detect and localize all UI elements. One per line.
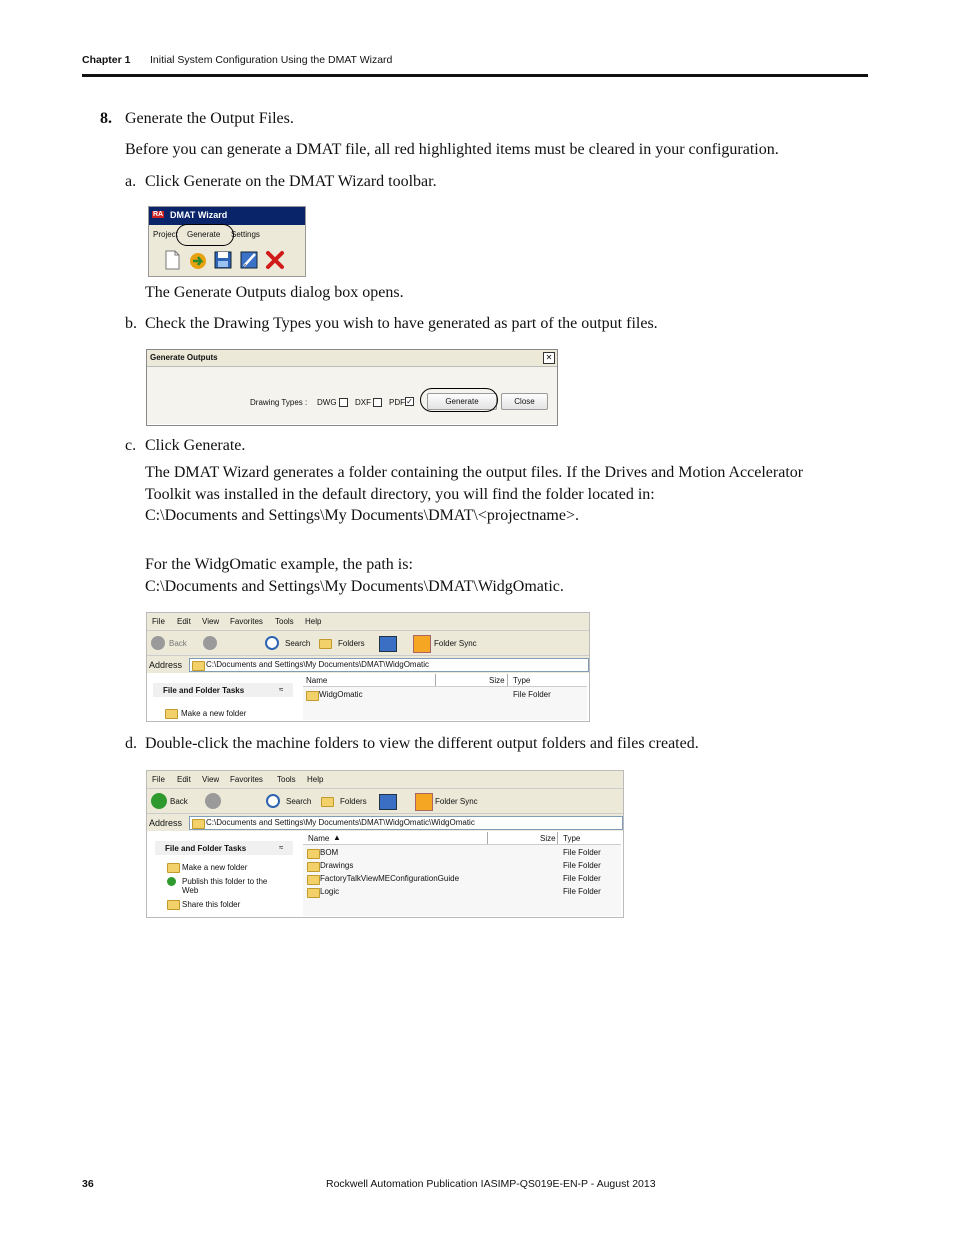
sub-b-text: Check the Drawing Types you wish to have generated as part of the output files.	[145, 315, 658, 332]
search-icon[interactable]	[266, 794, 280, 808]
save-icon[interactable]	[212, 249, 234, 271]
table-row[interactable]	[303, 873, 621, 885]
explorer-window-2	[146, 770, 624, 918]
row-type: File Folder	[563, 861, 601, 870]
menu-edit[interactable]: Edit	[177, 775, 191, 784]
task-share-folder[interactable]: Share this folder	[182, 900, 241, 909]
forward-arrow-icon[interactable]	[205, 793, 221, 809]
step-title: Generate the Output Files.	[125, 110, 294, 127]
task-make-new-folder[interactable]: Make a new folder	[182, 863, 248, 872]
menu-file[interactable]: File	[152, 775, 165, 784]
option-pdf-checkbox[interactable]: ✓	[406, 397, 413, 406]
generate-button[interactable]: Generate	[427, 393, 497, 410]
back-button[interactable]: Back	[170, 797, 188, 806]
menu-edit[interactable]: Edit	[177, 617, 191, 626]
menu-favorites[interactable]: Favorites	[230, 617, 263, 626]
row-type: File Folder	[563, 874, 601, 883]
generate-outputs-dialog	[146, 349, 558, 426]
folder-sync-button[interactable]: Folder Sync	[435, 797, 478, 806]
menu-help[interactable]: Help	[305, 617, 322, 626]
page-number: 36	[82, 1178, 94, 1190]
row-type: File Folder	[563, 848, 601, 857]
column-size[interactable]: Size	[540, 834, 556, 843]
task-publish-web[interactable]: Publish this folder to the Web	[182, 877, 268, 895]
row-name: Drawings	[320, 861, 354, 870]
address-label: Address	[149, 818, 183, 828]
sort-up-icon: ▲	[333, 833, 341, 842]
column-name[interactable]: Name	[308, 834, 330, 843]
explorer1-taskpane	[153, 683, 293, 720]
menu-generate[interactable]: Generate	[187, 230, 221, 239]
sub-a-text: Click Generate on the DMAT Wizard toolbar.	[145, 173, 437, 190]
task-make-new-folder[interactable]: Make a new folder	[181, 709, 247, 718]
tasks-header[interactable]	[155, 841, 293, 855]
menu-file[interactable]: File	[152, 617, 165, 626]
header-rule	[82, 74, 868, 77]
table-row[interactable]	[303, 847, 621, 859]
address-field[interactable]	[189, 658, 589, 672]
column-type[interactable]: Type	[563, 834, 581, 843]
row-name: WidgOmatic	[319, 690, 363, 699]
explorer2-filelist	[303, 832, 621, 916]
menu-project[interactable]: Project	[153, 230, 178, 239]
folder-icon	[307, 875, 320, 885]
generate-highlight-oval	[176, 224, 234, 246]
sub-c-para2-line1: For the WidgOmatic example, the path is:	[145, 556, 413, 573]
sub-c-para1-line3: C:\Documents and Settings\My Documents\DMAT\<projectname>.	[145, 507, 579, 524]
explorer2-menubar	[147, 771, 623, 789]
menu-view[interactable]: View	[202, 775, 220, 784]
back-button[interactable]: Back	[169, 639, 187, 648]
folders-icon[interactable]	[319, 639, 332, 649]
folder-icon	[307, 849, 320, 859]
sub-c-para1-line2: Toolkit was installed in the default directory, you will find the folder located in:	[145, 486, 655, 503]
row-name: Logic	[320, 887, 340, 896]
close-button[interactable]: Close	[501, 393, 548, 410]
edit-icon[interactable]	[238, 249, 260, 271]
row-name: FactoryTalkViewMEConfigurationGuide	[320, 874, 460, 883]
sub-c-text: Click Generate.	[145, 437, 246, 454]
collapse-chevron-icon[interactable]: ≈	[279, 843, 284, 852]
dialog-title: Generate Outputs	[150, 353, 218, 362]
explorer2-taskpane	[155, 841, 293, 917]
sub-a-letter: a.	[125, 173, 137, 190]
folders-icon[interactable]	[321, 797, 334, 807]
explorer2-toolbar	[147, 789, 623, 814]
menu-view[interactable]: View	[202, 617, 220, 626]
explorer1-filelist	[303, 674, 587, 720]
sub-d-text: Double-click the machine folders to view the different output folders and files created.	[145, 735, 699, 752]
step-intro: Before you can generate a DMAT file, all red highlighted items must be cleared in your configuration.	[125, 141, 779, 158]
option-pdf-label: PDF	[389, 398, 405, 407]
folder-sync-icon[interactable]	[415, 793, 433, 811]
option-dxf-checkbox[interactable]	[373, 398, 382, 407]
forward-arrow-icon[interactable]	[203, 636, 217, 650]
explorer2-addressbar	[147, 814, 623, 831]
address-field[interactable]	[189, 816, 623, 830]
explorer1-toolbar	[147, 631, 589, 656]
column-type[interactable]: Type	[513, 676, 531, 685]
address-label: Address	[149, 660, 183, 670]
folder-icon	[307, 862, 320, 872]
delete-icon[interactable]	[264, 249, 286, 271]
search-button[interactable]: Search	[285, 639, 311, 648]
address-value: C:\Documents and Settings\My Documents\DMAT\WidgOmatic\WidgOmatic	[206, 818, 475, 827]
table-row[interactable]	[303, 689, 587, 701]
row-type: File Folder	[563, 887, 601, 896]
views-icon[interactable]	[379, 794, 397, 810]
views-icon[interactable]	[379, 636, 397, 652]
publication-info: Rockwell Automation Publication IASIMP-QS019E-EN-P - August 2013	[326, 1178, 656, 1190]
menu-settings[interactable]: Settings	[231, 230, 260, 239]
wizard-titlebar	[149, 207, 305, 225]
folder-sync-button[interactable]: Folder Sync	[434, 639, 477, 648]
drawing-types-label: Drawing Types :	[250, 398, 308, 407]
back-arrow-icon[interactable]	[151, 636, 165, 650]
sub-a-after: The Generate Outputs dialog box opens.	[145, 284, 404, 301]
sub-c-para2-line2: C:\Documents and Settings\My Documents\DMAT\WidgOmatic.	[145, 578, 564, 595]
collapse-chevron-icon[interactable]: ≈	[279, 685, 284, 694]
chapter-title: Initial System Configuration Using the DMAT Wizard	[150, 54, 393, 66]
option-dwg-checkbox[interactable]	[339, 398, 348, 407]
explorer1-menubar	[147, 613, 589, 631]
search-icon[interactable]	[265, 636, 279, 650]
dialog-close-icon[interactable]: ✕	[543, 352, 555, 364]
column-name[interactable]: Name	[306, 676, 328, 685]
table-row[interactable]	[303, 860, 621, 872]
tasks-title: File and Folder Tasks	[165, 844, 247, 853]
explorer-window-1	[146, 612, 590, 722]
column-headers	[303, 674, 587, 687]
wizard-title: DMAT Wizard	[170, 210, 228, 220]
column-headers	[303, 832, 621, 845]
sub-d-letter: d.	[125, 735, 137, 752]
option-dwg-label: DWG	[317, 398, 337, 407]
new-folder-icon	[167, 863, 180, 873]
open-file-icon[interactable]	[187, 249, 209, 271]
tasks-header[interactable]	[153, 683, 293, 697]
new-file-icon[interactable]	[161, 249, 183, 271]
step-number: 8.	[100, 110, 112, 127]
folder-icon	[307, 888, 320, 898]
search-button[interactable]: Search	[286, 797, 312, 806]
folder-sync-icon[interactable]	[413, 635, 431, 653]
menu-favorites[interactable]: Favorites	[230, 775, 263, 784]
generate-button-highlight-oval	[420, 388, 498, 412]
address-folder-icon	[192, 819, 205, 829]
row-name: BOM	[320, 848, 339, 857]
ra-logo: RA	[153, 211, 164, 218]
folders-button[interactable]: Folders	[340, 797, 367, 806]
sub-b-letter: b.	[125, 315, 137, 332]
option-dxf-label: DXF	[355, 398, 371, 407]
tasks-title: File and Folder Tasks	[163, 686, 245, 695]
address-folder-icon	[192, 661, 205, 671]
menu-tools[interactable]: Tools	[275, 617, 294, 626]
folders-button[interactable]: Folders	[338, 639, 365, 648]
back-arrow-icon[interactable]	[151, 793, 167, 809]
column-size[interactable]: Size	[489, 676, 505, 685]
address-value: C:\Documents and Settings\My Documents\DMAT\WidgOmatic	[206, 660, 430, 669]
dialog-titlebar	[147, 350, 557, 367]
row-type: File Folder	[513, 690, 551, 699]
folder-icon	[306, 691, 319, 701]
sub-c-para1-line1: The DMAT Wizard generates a folder containing the output files. If the Drives and Motion Accelerator	[145, 464, 804, 481]
publish-web-icon	[167, 877, 176, 886]
menu-tools[interactable]: Tools	[277, 775, 296, 784]
sub-c-letter: c.	[125, 437, 137, 454]
share-folder-icon	[167, 900, 180, 910]
table-row[interactable]	[303, 886, 621, 898]
chapter-label: Chapter 1	[82, 54, 131, 66]
menu-help[interactable]: Help	[307, 775, 324, 784]
new-folder-icon	[165, 709, 178, 719]
explorer1-addressbar	[147, 656, 589, 673]
